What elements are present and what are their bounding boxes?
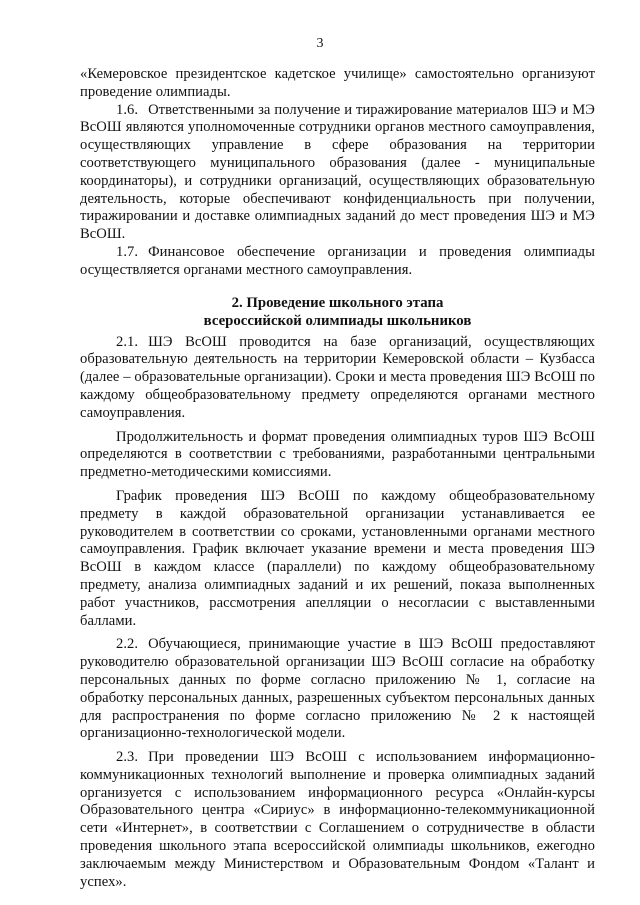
section-heading-line-2: всероссийской олимпиады школьников [203,312,472,329]
paragraph-duration-format [80,429,595,482]
page-number: 3 [316,36,324,51]
paragraph-number: 2.2. [116,636,139,653]
document-body [80,66,595,891]
paragraph-2-1 [80,334,595,423]
paragraph-number: 1.6. [116,101,139,118]
paragraph-continuation [80,66,595,102]
paragraph-text: При проведении ШЭ ВсОШ с использованием информационно-коммуникационных технологий выполнение и проверка олимпиадных заданий организуется с использованием информационного ресурса «Онлайн-курсы Образовательного центра «Сириус» в информационно-телекоммуникационной сети «Интернет», в соответствии с Соглашением о сотрудничестве в области проведения школьного этапа всероссийской олимпиады школьников, ежегодно заключаемым между Министерством и Образовательным Фондом «Талант и успех». [80,749,595,890]
paragraph-number: 1.7. [116,243,139,260]
paragraph-text: Продолжительность и формат проведения олимпиадных туров ШЭ ВсОШ определяются в соответствии с требованиями, разработанными центральными предметно-методическими комиссиями. [80,428,595,481]
paragraph-text: «Кемеровское президентское кадетское училище» самостоятельно организуют проведение олимпиады. [80,66,595,100]
paragraph-2-2 [80,636,595,743]
paragraph-text: График проведения ШЭ ВсОШ по каждому общеобразовательному предмету в каждой образовательной организации устанавливается ее руководителем в соответствии со сроками, установленными органами местного самоуправления. График включает указание времени и места проведения ШЭ ВсОШ в каждом классе (параллели) по каждому общеобразовательному предмету, анализа олимпиадных заданий и их решений, показа выполненных работ участников, рассмотрения апелляции о несогласии с выставленными баллами. [80,487,595,629]
paragraph-1-7 [80,244,595,280]
paragraph-2-3 [80,749,595,891]
paragraph-1-6 [80,102,595,244]
paragraph-schedule [80,488,595,630]
paragraph-text: Ответственными за получение и тиражирование материалов ШЭ и МЭ ВсОШ являются уполномоченные сотрудники органов местного самоуправления, осуществляющих управление в сфере образования на территории соответствующего муниципального образования (далее - муниципальные координаторы), и сотрудники организаций, осуществляющих образовательную деятельность, которые обеспечивают конфиденциальность при получении, тиражировании и доставке олимпиадных заданий до мест проведения ШЭ и МЭ ВсОШ. [80,101,595,243]
paragraph-number: 2.1. [116,333,139,350]
paragraph-text: Финансовое обеспечение организации и проведения олимпиады осуществляется органами местного самоуправления. [80,243,595,278]
section-heading-line-1: 2. Проведение школьного этапа [231,294,444,311]
section-heading [80,294,595,330]
paragraph-text: ШЭ ВсОШ проводится на базе организаций, осуществляющих образовательную деятельность на территории Кемеровской области – Кузбасса (далее – образовательные организации). Сроки и места проведения ШЭ ВсОШ по каждому общеобразовательному предмету определяются органами местного самоуправления. [80,333,595,421]
paragraph-number: 2.3. [116,749,139,766]
paragraph-text: Обучающиеся, принимающие участие в ШЭ ВсОШ предоставляют руководителю образовательной организации ШЭ ВсОШ согласие на обработку персональных данных по форме согласно приложению № 1, согласие на обработку персональных данных, разрешенных субъектом персональных данных для распространения по форме согласно приложению № 2 к настоящей организационно-технологической модели. [80,636,595,742]
